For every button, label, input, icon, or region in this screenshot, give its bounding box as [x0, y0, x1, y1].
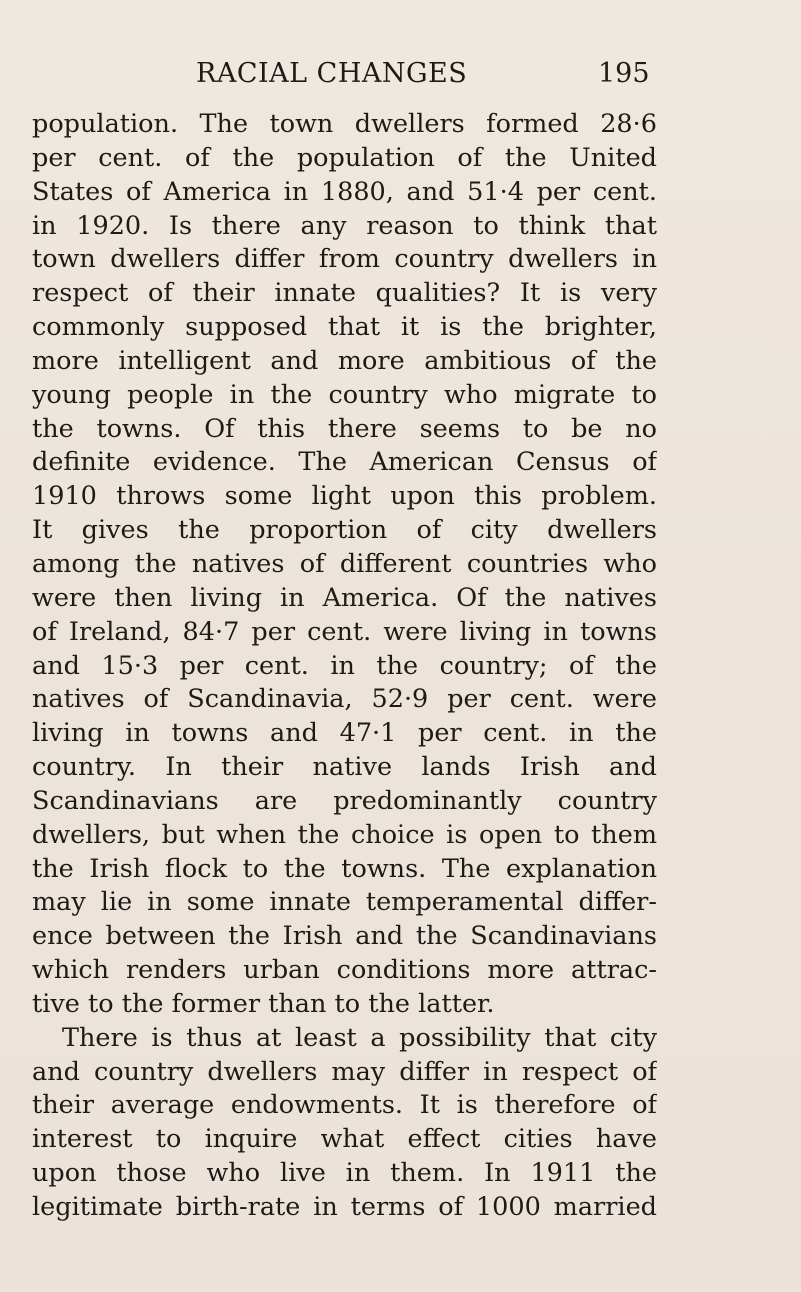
text-line: more intelligent and more ambitious of the	[32, 345, 657, 376]
text-line: may lie in some innate temperamental differ-	[32, 887, 657, 918]
text-line: population. The town dwellers formed 28·6	[32, 109, 657, 139]
page-number: 195	[598, 58, 650, 89]
text-line: and country dwellers may differ in respect of	[32, 1056, 657, 1087]
text-line: country. In their native lands Irish and	[32, 752, 657, 783]
text-line: respect of their innate qualities? It is very	[32, 278, 657, 309]
text-line: in 1920. Is there any reason to think that	[32, 210, 657, 241]
running-head-title: RACIAL CHANGES	[196, 58, 468, 89]
text-line: were then living in America. Of the natives	[32, 582, 657, 613]
text-line: Scandinavians are predominantly country	[32, 785, 657, 816]
text-line: of Ireland, 84·7 per cent. were living in towns	[32, 616, 657, 647]
text-line: among the natives of different countries who	[32, 548, 657, 579]
text-line: legitimate birth-rate in terms of 1000 married	[32, 1192, 657, 1222]
text-line: the towns. Of this there seems to be no	[32, 413, 657, 444]
text-line: ence between the Irish and the Scandinavians	[32, 921, 657, 952]
text-line: young people in the country who migrate to	[32, 379, 657, 410]
text-line: commonly supposed that it is the brighter,	[32, 312, 657, 343]
text-line: dwellers, but when the choice is open to them	[32, 819, 657, 850]
running-head	[0, 58, 801, 98]
text-line: the Irish flock to the towns. The explanation	[32, 853, 657, 884]
text-line: town dwellers differ from country dwellers in	[32, 244, 657, 275]
text-line: upon those who live in them. In 1911 the	[32, 1158, 657, 1189]
text-line: States of America in 1880, and 51·4 per cent.	[32, 176, 657, 207]
text-line: their average endowments. It is therefore of	[32, 1090, 657, 1121]
text-line: which renders urban conditions more attrac-	[32, 955, 657, 986]
text-line: 1910 throws some light upon this problem.	[32, 481, 657, 512]
text-line: per cent. of the population of the United	[32, 142, 657, 173]
text-line: and 15·3 per cent. in the country; of the	[32, 650, 657, 681]
text-line: tive to the former than to the latter.	[32, 988, 495, 1019]
text-line: living in towns and 47·1 per cent. in the	[32, 718, 657, 749]
text-line: natives of Scandinavia, 52·9 per cent. were	[32, 684, 657, 715]
body-text	[32, 108, 657, 1225]
text-line: There is thus at least a possibility that city	[62, 1022, 657, 1053]
text-line: definite evidence. The American Census of	[32, 447, 657, 478]
text-line: It gives the proportion of city dwellers	[32, 515, 657, 546]
text-line: interest to inquire what effect cities have	[32, 1124, 657, 1155]
